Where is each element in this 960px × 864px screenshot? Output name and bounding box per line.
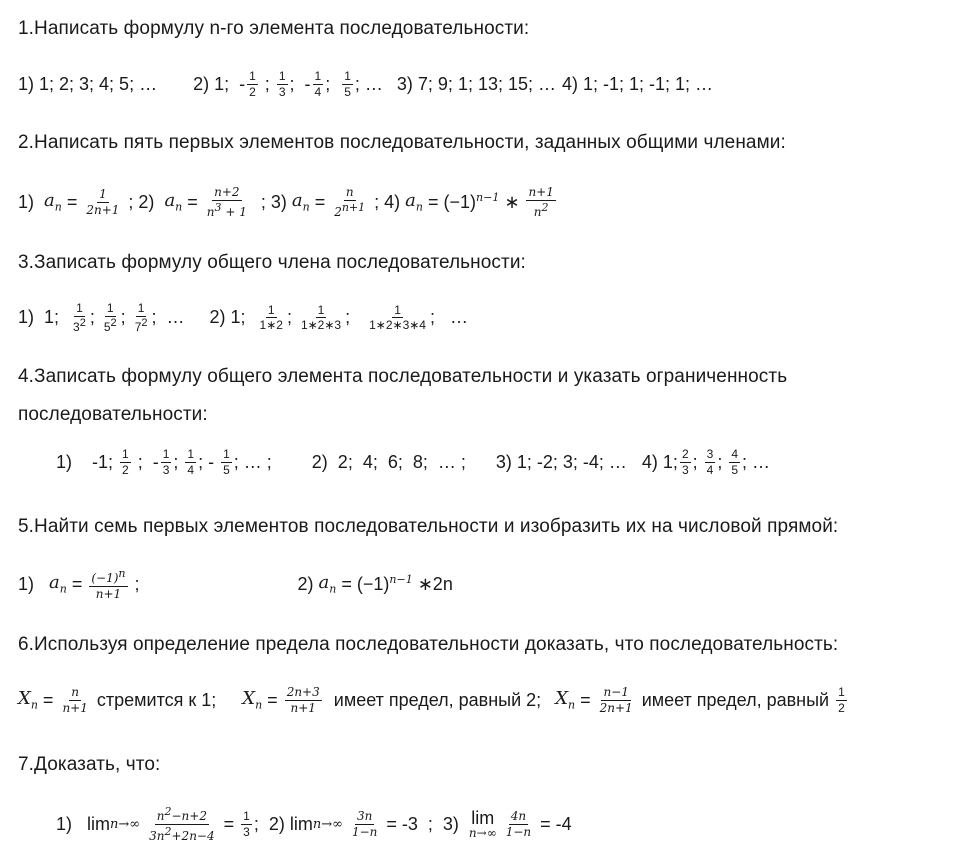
task-1-title: 1.Написать формулу n-го элемента последовательности: (18, 18, 530, 39)
task-5-title: 5.Найти семь первых элементов последовательности и изобразить их на числовой прямой: (18, 516, 839, 537)
task-3-title: 3.Записать формулу общего члена последовательности: (18, 252, 526, 273)
task-4-items: 1) -1; $\frac{1}{2}$ ; - $\frac{1}{3}$ ; $\frac{1}{4}$ ; - $\frac{1}{5}$ ; … ; 2) 2; 4; 6; 8; … ; 3) 1; -2; 3; -4; … 4) 1; $\frac{2}{3}$ ; $\frac{3}{4}$ ; $\frac{4}{5}$ ; … (56, 447, 771, 477)
task-1-seq-1: 1) 1; 2; 3; 4; 5; … (18, 73, 158, 94)
task-6-title: 6.Используя определение предела последовательности доказать, что последовательность: (18, 634, 839, 655)
task-6-items: $X_n$ = $\frac{n}{n+1}$ стремится к 1; $X_n$ = $\frac{2n+3}{n+1}$ имеет предел, равный 2; $X_n$ = $\frac{n-1}{2n+1}$ имеет предел, равный $\frac{1}{2}$ (18, 685, 845, 715)
task-7-items: 1) lim n→∞ $\frac{n^2-n+2}{3n^2+2n-4}$ = $\frac{1}{3}$ ; 2) lim n→∞ $\frac{3n}{1-n}$ = -3 ; 3) lim n→∞ $\frac{4n}{1-n}$ = -4 (56, 805, 572, 843)
task-1-seq-4: 4) 1; -1; 1; -1; 1; … (562, 73, 714, 94)
task-6-phrase-2: имеет предел, равный 2; (333, 689, 542, 710)
task-4-title-line-1: 4.Записать формулу общего элемента последовательности и указать ограниченность (18, 366, 788, 387)
task-2-title: 2.Написать пять первых элементов последовательности, заданных общими членами: (18, 132, 786, 153)
task-1-seq-3: 3) 7; 9; 1; 13; 15; … (396, 73, 556, 94)
task-7-title: 7.Доказать, что: (18, 754, 161, 775)
task-1-seq-2-start: 2) 1; (193, 73, 230, 94)
task-6-phrase-1: стремится к 1; (96, 689, 217, 710)
task-6-phrase-3: имеет предел, равный (641, 689, 830, 710)
task-2-items: 1) $a_n$ = $\frac{1}{2n+1}$ ; 2) $a_n$ = $\frac{n+2}{n^3 + 1}$ ; 3) $a_n$ = $\frac{n}{2^{n+1}}$ ; 4) $a_n$ = $(-1)^{n-1}$ ∗ $\frac{n+1}{n^2}$ (18, 185, 554, 219)
task-1-items: 1) 1; 2; 3; 4; 5; … 2) 1; - $\frac{1}{2}$ ; $\frac{1}{3}$ ; - $\frac{1}{4}$ ; $\frac{1}{5}$ ; … 3) 7; 9; 1; 13; 15; … 4) 1; -1; 1; -1; 1; … (18, 69, 714, 99)
task-3-items: 1) 1; $\frac{1}{3^2}$ ; $\frac{1}{5^2}$ ; $\frac{1}{7^2}$ ; … 2) 1; $\frac{1}{1∗2}$ ; $\frac{1}{1∗2∗3}$ ; $\frac{1}{1∗2∗3∗4}$ ; … (18, 301, 468, 334)
task-4-title-line-2: последовательности: (18, 404, 208, 425)
task-5-items: 1) $a_n$ = $\frac{(-1)^n}{n+1}$ ; 2) $a_n$ = $(-1)^{n-1}$ ∗2n (18, 567, 453, 601)
